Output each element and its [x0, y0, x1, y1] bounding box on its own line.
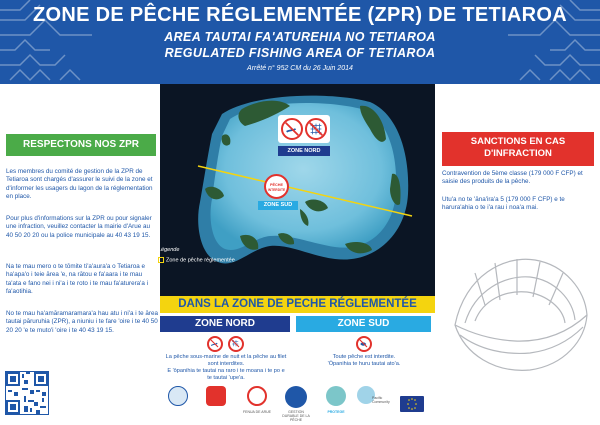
- page-title: ZONE DE PÊCHE RÉGLEMENTÉE (ZPR) DE TETIAROA: [32, 4, 568, 26]
- zone-sud-bar: ZONE SUD: [296, 316, 431, 332]
- logo-1: [168, 386, 188, 406]
- atoll-map: [160, 84, 435, 306]
- arrete-reference: Arrêté n° 952 CM du 26 Juin 2014: [247, 65, 353, 72]
- subtitle-tahitian: AREA TAUTAI FA'ATUREHIA NO TETIAROA: [164, 30, 436, 44]
- right-paragraph-1: Contravention de 5ème classe (179 000 F CFP) et saisie des produits de la pêche.: [442, 170, 583, 186]
- zone-nord-bar: ZONE NORD: [160, 316, 290, 332]
- zone-nord-icons-box: [278, 115, 330, 143]
- legend-swatch: [158, 257, 164, 263]
- legend-item-label: Zone de pêche réglementée: [166, 257, 235, 264]
- logo-polynesie-crest: [206, 386, 226, 406]
- logo-gestion-peche-label: GESTION DURABLE DE LA PÊCHE: [282, 410, 310, 422]
- sanctions-heading: [442, 132, 594, 166]
- left-paragraph-2: Pour plus d'informations sur la ZPR ou pour signaler une infraction, veuillez contacter la mairie d'Arue au 40 50 20 20 ou la police municipale au 40 43 19 15.: [6, 215, 152, 239]
- logo-gestion-peche: [285, 386, 307, 408]
- peche-label-2: INTERDITE: [267, 187, 286, 192]
- map-label-zone-nord: ZONE NORD: [278, 146, 330, 156]
- header-banner: [0, 0, 600, 84]
- partner-logos: [160, 383, 435, 425]
- zone-nord-rule-fr: La pêche sous-marine de nuit et la pêche au filet sont interdites.: [165, 354, 287, 367]
- zone-sud-rule-tahitian: 'Ōpanihia te huru tautai ato'a.: [327, 361, 401, 367]
- no-spearfishing-icon: [207, 336, 223, 352]
- no-net-fishing-icon: [305, 118, 327, 140]
- no-spearfishing-icon: [281, 118, 303, 140]
- map-label-zone-sud: ZONE SUD: [258, 201, 298, 210]
- right-paragraph-2: Utu'a no te 'āna'ira'a 5 (179 000 F CFP) e te harura'ahia o te i'a rau i noa'a mai.: [442, 196, 565, 212]
- sanctions-heading-line-2: D'INFRACTION: [484, 148, 552, 159]
- left-paragraph-3: Na te mau mero o te tōmite ti'a'aura'a o Tetiaroa e ha'apa'o i teie ārea 'e, na rātou e fa'aara i te mau ta'ata e fano nei i ni'a i te roto i te mau fa'aturera'a i fa'aotihia.: [6, 263, 149, 295]
- logo-pacific-community-label: Pacific Community: [372, 396, 390, 404]
- left-paragraph-4: No te mau ha'amāramaramara'a hau atu i ni'a i te ārea tautai pāruruhia (ZPR), a niuniu i te fare 'oire i te 40 50 20 20 'e te muto'i 'oire i te 40 43 19 15.: [6, 310, 159, 334]
- zone-nord-rule-tahitian: E 'ōpanihia te tautai na raro i te moana i te po e te tautai 'upe'a.: [167, 368, 285, 381]
- subtitle-english: REGULATED FISHING AREA OF TETIAROA: [164, 46, 436, 60]
- no-net-fishing-icon: [228, 336, 244, 352]
- no-fishing-icon: [356, 336, 372, 352]
- legend-title: Légende: [158, 247, 180, 253]
- peche-label-1: PÊCHE: [269, 183, 284, 187]
- logo-eu-flag: [400, 396, 424, 412]
- qr-code[interactable]: [5, 371, 49, 415]
- zone-banner: DANS LA ZONE DE PECHE RÉGLEMENTÉE: [160, 296, 435, 313]
- sanctions-heading-line-1: SANCTIONS EN CAS: [470, 136, 566, 147]
- peche-interdite-sign: [264, 174, 289, 199]
- giant-clam-illustration: [445, 245, 595, 380]
- left-paragraph-1: Les membres du comité de gestion de la ZPR de Tetiaroa sont chargés d'assurer le suivi de la zone et d'informer les usagers du lagon de la réglementation en place.: [6, 168, 153, 200]
- respectons-heading: RESPECTONS NOS ZPR: [6, 134, 156, 156]
- logo-arue-label: FENUA DE ARUE: [242, 410, 271, 414]
- legend-item: [158, 257, 235, 263]
- zone-sud-rule-fr: Toute pêche est interdite.: [332, 354, 396, 360]
- logo-protege-label: PROTEGE: [327, 410, 345, 414]
- logo-arue: [247, 386, 267, 406]
- logo-protege: [326, 386, 346, 406]
